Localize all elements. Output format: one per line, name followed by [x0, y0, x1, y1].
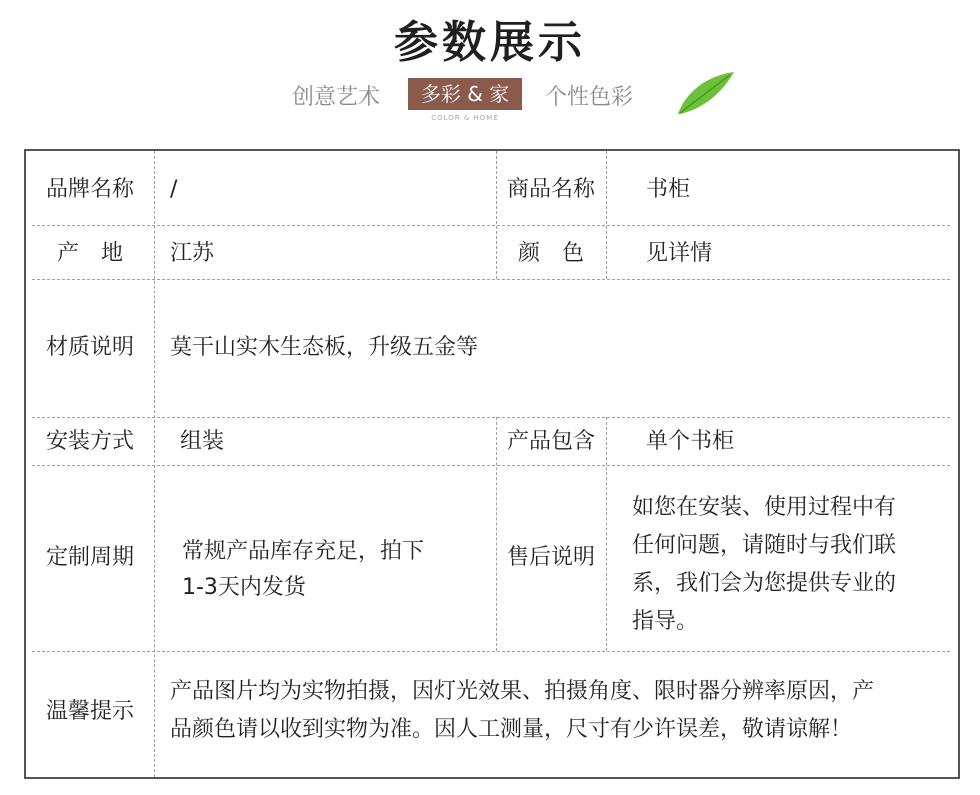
- color-value: 见详情: [646, 241, 713, 266]
- table-divider: [32, 225, 950, 226]
- table-divider: [32, 651, 950, 652]
- table-divider: [32, 417, 950, 418]
- product-label: 商品名称: [506, 177, 595, 202]
- leaf-icon: [672, 70, 736, 118]
- aftersale-value-line1: 如您在安装、使用过程中有: [632, 495, 897, 520]
- brand-value: /: [170, 177, 178, 202]
- subtitle-right: 个性色彩: [545, 85, 634, 110]
- material-label: 材质说明: [45, 335, 134, 360]
- aftersale-value-line3: 系，我们会为您提供专业的: [632, 571, 897, 596]
- parameter-table: [24, 149, 960, 779]
- origin-value: 江苏: [170, 241, 215, 266]
- brand-label: 品牌名称: [45, 177, 134, 202]
- period-value-line1: 常规产品库存充足，拍下: [182, 539, 425, 564]
- tip-label: 温馨提示: [45, 699, 134, 724]
- color-label: 颜 色: [517, 241, 584, 266]
- period-value-line2: 1-3天内发货: [182, 575, 306, 600]
- product-value: 书柜: [646, 177, 691, 202]
- tip-value-line2: 品颜色请以收到实物为准。因人工测量，尺寸有少许误差，敬请谅解！: [170, 717, 853, 742]
- table-divider: [154, 151, 155, 777]
- table-divider: [606, 417, 607, 651]
- table-divider: [32, 465, 950, 466]
- package-value: 单个书柜: [646, 429, 735, 454]
- tip-value-line1: 产品图片均为实物拍摄，因灯光效果、拍摄角度、限时器分辨率原因，产: [170, 679, 875, 704]
- page-title: 参数展示: [394, 17, 586, 68]
- brand-badge: 多彩 & 家: [408, 78, 522, 110]
- brand-badge-subtext: COLOR & HOME: [431, 114, 499, 122]
- origin-label: 产 地: [56, 241, 123, 266]
- table-divider: [32, 279, 950, 280]
- period-label: 定制周期: [45, 545, 134, 570]
- material-value: 莫干山实木生态板，升级五金等: [170, 335, 479, 360]
- install-label: 安装方式: [45, 429, 134, 454]
- table-divider: [606, 151, 607, 279]
- aftersale-value-line2: 任何问题，请随时与我们联: [632, 533, 897, 558]
- aftersale-label: 售后说明: [506, 545, 595, 570]
- aftersale-value-line4: 指导。: [632, 609, 699, 634]
- install-value: 组装: [180, 429, 225, 454]
- package-label: 产品包含: [506, 429, 595, 454]
- subtitle-bar: [0, 74, 980, 124]
- subtitle-left: 创意艺术: [292, 85, 381, 110]
